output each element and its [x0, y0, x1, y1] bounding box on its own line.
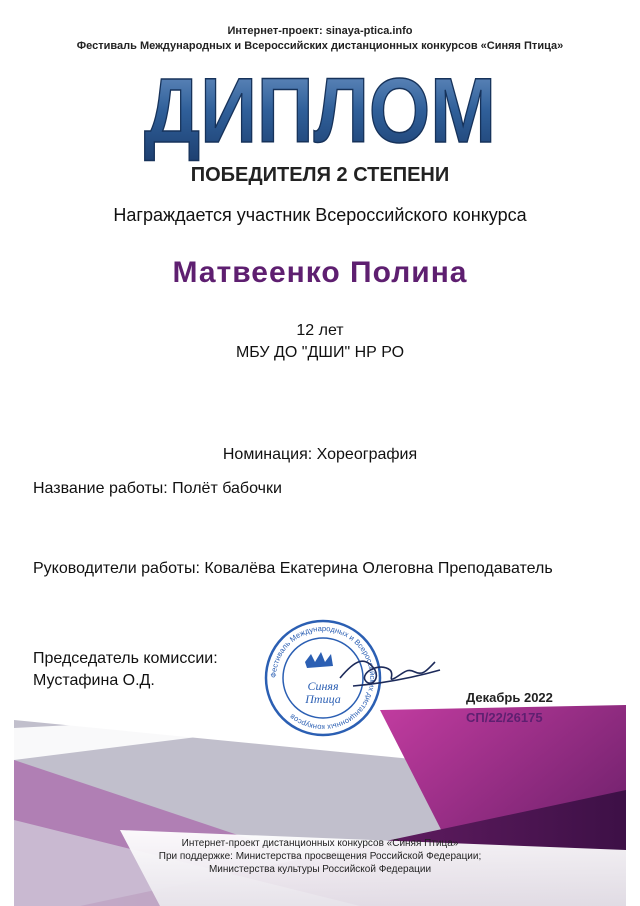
footer-support: При поддержке: Министерства просвещения Российской Федерации;: [158, 851, 482, 862]
degree-subtitle: ПОБЕДИТЕЛЯ 2 СТЕПЕНИ: [190, 164, 450, 186]
awarded-text: Награждается участник Всероссийского конкурса: [113, 205, 527, 225]
title-text: ДИПЛОМ: [144, 60, 496, 162]
stamp-center-line1: Синяя: [307, 679, 339, 693]
nomination: Номинация: Хореография: [222, 446, 418, 463]
stamp-center-line2: Птица: [305, 692, 341, 706]
diploma-title: [140, 60, 500, 162]
registration-number: СП/22/26175: [466, 710, 543, 725]
work-leaders: Руководители работы: Ковалёва Екатерина Олеговна Преподаватель: [33, 560, 553, 577]
signature: [335, 640, 445, 700]
festival-name: Фестиваль Международных и Всероссийских дистанционных конкурсов «Синяя Птица»: [76, 40, 564, 52]
participant-name: Матвеенко Полина: [172, 256, 468, 289]
stamp-ring-text: Фестиваль Международных и Всероссийских дистанционных конкурсов: [268, 623, 378, 733]
work-title: Название работы: Полёт бабочки: [33, 480, 282, 497]
participant-organization: МБУ ДО "ДШИ" НР РО: [235, 344, 405, 361]
footer-ministry: Министерства культуры Российской Федерации: [208, 864, 432, 875]
footer-project: Интернет-проект дистанционных конкурсов «Синяя Птица»: [181, 838, 459, 849]
project-url: Интернет-проект: sinaya-ptica.info: [227, 25, 413, 37]
chair-label: Председатель комиссии:: [33, 650, 218, 667]
participant-age: 12 лет: [296, 322, 344, 339]
chair-name: Мустафина О.Д.: [33, 672, 155, 689]
issue-date: Декабрь 2022: [466, 690, 553, 705]
bird-icon: [305, 652, 333, 668]
